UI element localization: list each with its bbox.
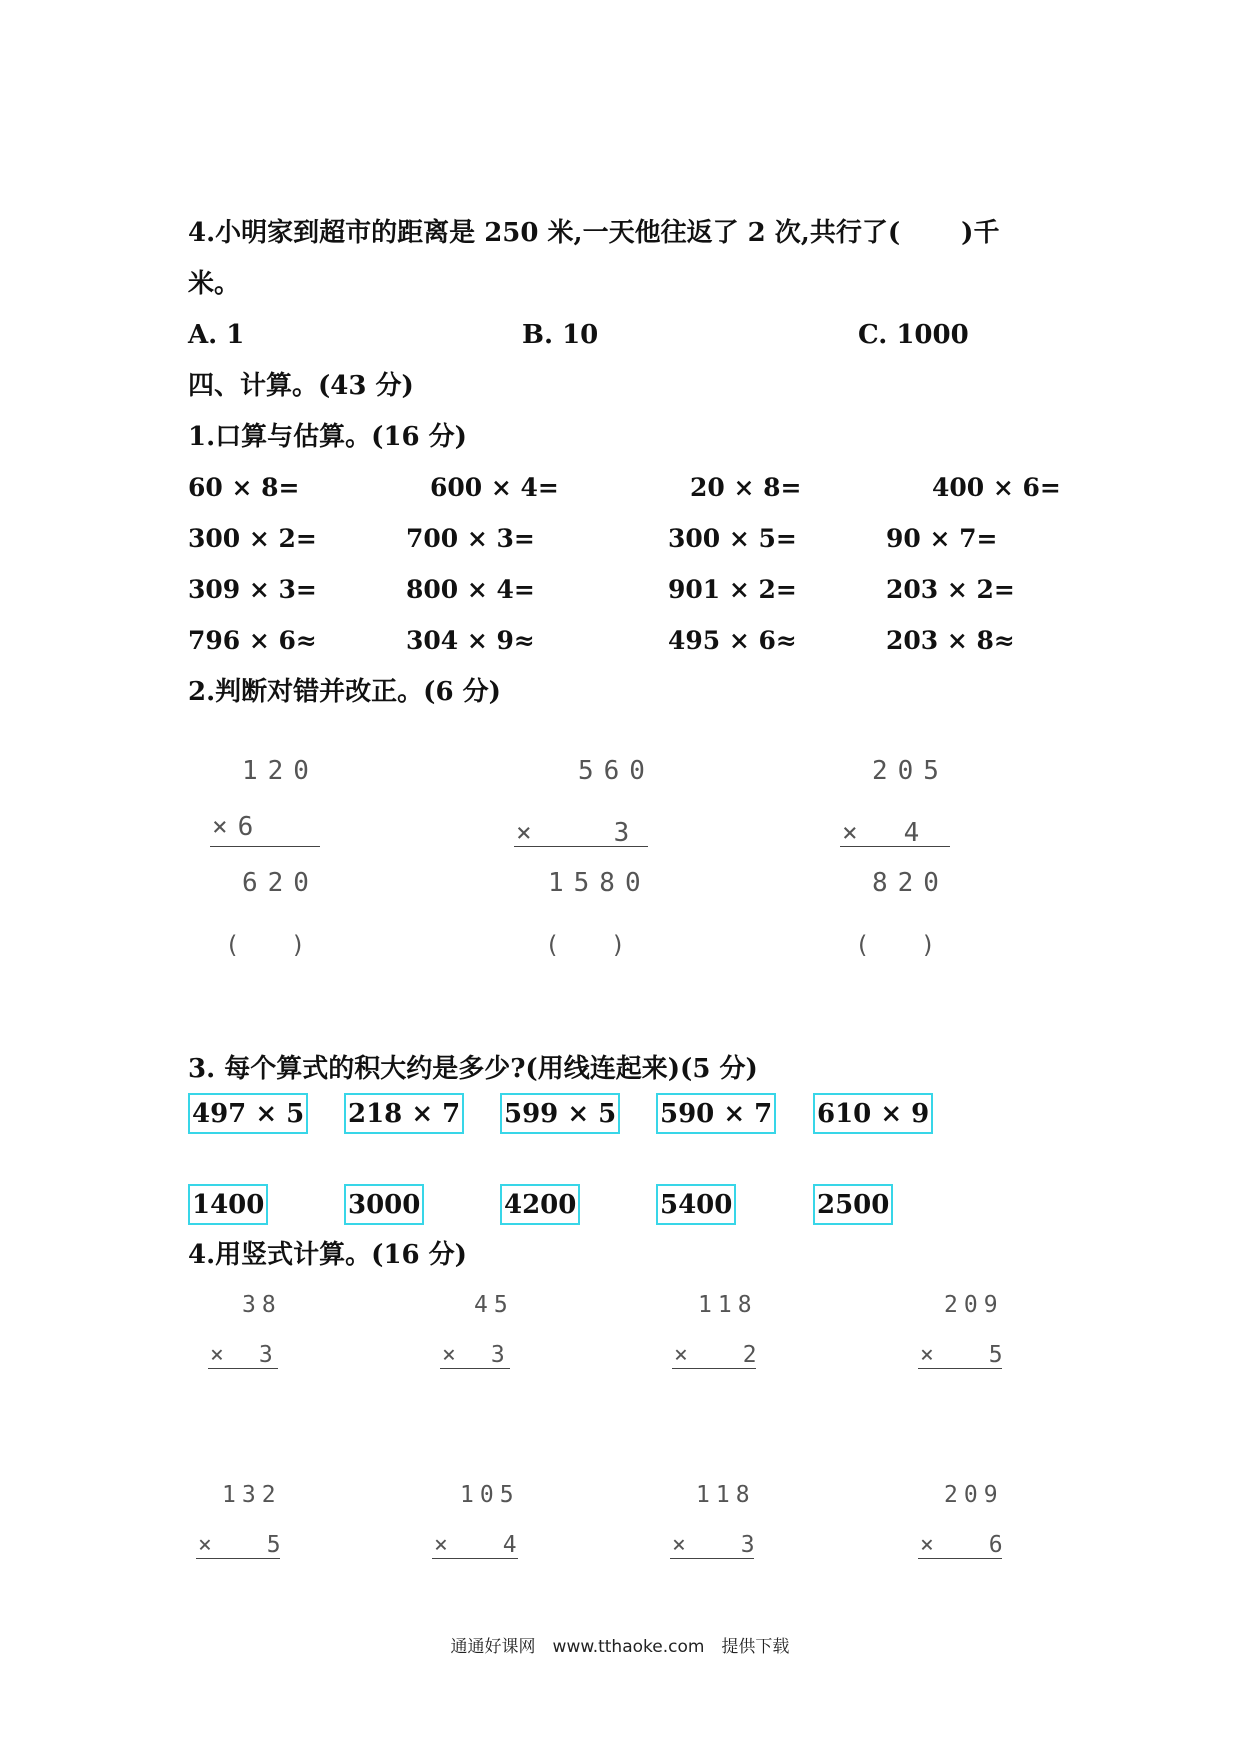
calc-item: 800 × 4=: [406, 575, 535, 604]
answer-box[interactable]: 4200: [500, 1184, 580, 1225]
multiplier: × 3: [210, 1342, 279, 1368]
underline: [440, 1368, 510, 1369]
multiplicand: 120: [242, 756, 319, 786]
underline: [672, 1368, 756, 1369]
calc-item: 400 × 6=: [932, 473, 1061, 502]
underline: [208, 1368, 278, 1369]
calc-item: 300 × 2=: [188, 524, 317, 553]
multiplier: × 2: [674, 1342, 763, 1368]
answer-box[interactable]: 1400: [188, 1184, 268, 1225]
answer-parentheses: ( ): [858, 931, 933, 959]
expression-box[interactable]: 497 × 5: [188, 1093, 308, 1134]
calc-item: 203 × 8≈: [886, 626, 1015, 655]
multiplier: × 3: [672, 1532, 761, 1558]
answer-box[interactable]: 2500: [813, 1184, 893, 1225]
option-c: C. 1000: [858, 320, 969, 350]
answer-parentheses: ( ): [548, 931, 623, 959]
calc-item: 700 × 3=: [406, 524, 535, 553]
calc-item: 90 × 7=: [886, 524, 998, 553]
calc-item: 600 × 4=: [430, 473, 559, 502]
multiplier: ×6: [212, 812, 264, 842]
answer-box[interactable]: 3000: [344, 1184, 424, 1225]
multiplier: × 5: [920, 1342, 1009, 1368]
multiplier: × 5: [198, 1532, 287, 1558]
multiplier: × 4: [842, 818, 930, 848]
multiplicand: 209: [944, 1292, 1004, 1318]
multiplicand: 38: [242, 1292, 282, 1318]
underline: [196, 1558, 280, 1559]
answer-box[interactable]: 5400: [656, 1184, 736, 1225]
underline: [918, 1558, 1002, 1559]
underline: [210, 846, 320, 847]
question-4-line1: 4.小明家到超市的距离是 250 米,一天他往返了 2 次,共行了( )千: [188, 218, 1000, 248]
multiplier: × 6: [920, 1532, 1009, 1558]
underline: [514, 846, 648, 847]
expression-box[interactable]: 610 × 9: [813, 1093, 933, 1134]
multiplicand: 118: [698, 1292, 758, 1318]
calc-item: 20 × 8=: [690, 473, 802, 502]
underline: [432, 1558, 518, 1559]
expression-box[interactable]: 590 × 7: [656, 1093, 776, 1134]
product: 620: [242, 868, 319, 898]
part1-title: 1.口算与估算。(16 分): [188, 422, 467, 452]
multiplicand: 45: [474, 1292, 514, 1318]
multiplicand: 118: [696, 1482, 756, 1508]
calc-item: 60 × 8=: [188, 473, 300, 502]
part3-title: 3. 每个算式的积大约是多少?(用线连起来)(5 分): [188, 1054, 758, 1084]
footer-credit: 通通好课网 www.tthaoke.com 提供下载: [450, 1637, 790, 1657]
calc-item: 203 × 2=: [886, 575, 1015, 604]
underline: [918, 1368, 1002, 1369]
multiplicand: 132: [222, 1482, 282, 1508]
product: 820: [872, 868, 949, 898]
part2-title: 2.判断对错并改正。(6 分): [188, 677, 501, 707]
multiplier: × 4: [434, 1532, 523, 1558]
underline: [840, 846, 950, 847]
underline: [670, 1558, 754, 1559]
multiplicand: 209: [944, 1482, 1004, 1508]
option-b: B. 10: [522, 320, 599, 350]
calc-item: 304 × 9≈: [406, 626, 535, 655]
calc-item: 300 × 5=: [668, 524, 797, 553]
calc-item: 309 × 3=: [188, 575, 317, 604]
question-4-line2: 米。: [188, 269, 241, 299]
expression-box[interactable]: 218 × 7: [344, 1093, 464, 1134]
multiplicand: 560: [578, 756, 655, 786]
product: 1580: [548, 868, 651, 898]
calc-item: 901 × 2=: [668, 575, 797, 604]
multiplicand: 205: [872, 756, 949, 786]
expression-box[interactable]: 599 × 5: [500, 1093, 620, 1134]
section-title: 四、计算。(43 分): [188, 371, 414, 401]
multiplicand: 105: [460, 1482, 520, 1508]
multiplier: × 3: [442, 1342, 511, 1368]
option-a: A. 1: [188, 320, 245, 350]
calc-item: 495 × 6≈: [668, 626, 797, 655]
part4-title: 4.用竖式计算。(16 分): [188, 1240, 467, 1270]
calc-item: 796 × 6≈: [188, 626, 317, 655]
multiplier: × 3: [516, 818, 640, 848]
answer-parentheses: ( ): [228, 931, 303, 959]
